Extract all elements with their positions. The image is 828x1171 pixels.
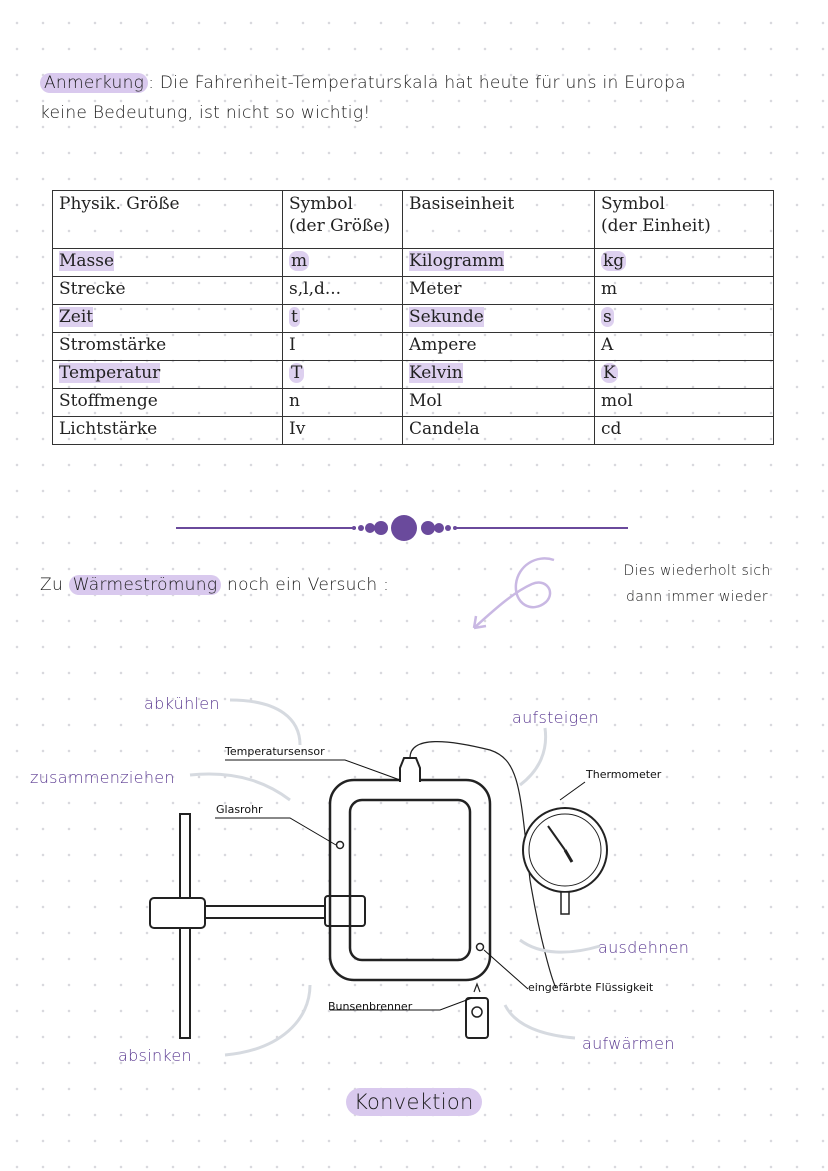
si-units-table — [52, 190, 774, 445]
cell-unit: Kilogramm — [409, 251, 505, 271]
cell-symbol: t — [291, 307, 298, 327]
part-glasrohr: Glasrohr — [216, 803, 263, 816]
decorative-divider — [176, 508, 636, 548]
cell-unit-symbol: m — [601, 279, 618, 299]
cell-symbol: I — [289, 335, 296, 355]
header-quantity: Physik. Größe — [53, 191, 283, 249]
cell-unit: Kelvin — [409, 363, 463, 383]
header-symbol-quantity: Symbol (der Größe) — [283, 191, 403, 249]
label-abkuehlen: abkühlen — [144, 694, 220, 713]
header-symbol-unit: Symbol (der Einheit) — [595, 191, 774, 249]
note-text — [40, 68, 760, 128]
cell-unit-symbol: K — [603, 363, 616, 383]
side-note — [612, 558, 782, 610]
experiment-intro — [40, 575, 389, 595]
part-thermometer: Thermometer — [586, 768, 662, 781]
table-row — [53, 277, 774, 305]
cell-symbol: m — [291, 251, 308, 271]
cell-symbol: s,l,d... — [289, 279, 342, 299]
cell-unit-symbol: mol — [601, 391, 633, 411]
table-row — [53, 249, 774, 277]
side-note-line2: dann immer wieder — [626, 589, 768, 605]
cell-quantity: Masse — [59, 251, 115, 271]
cell-unit: Ampere — [409, 335, 477, 355]
cell-unit: Mol — [409, 391, 443, 411]
cell-unit-symbol: A — [601, 335, 614, 355]
convection-apparatus-diagram — [0, 640, 828, 1080]
intro-keyword: Wärmeströmung — [69, 575, 222, 595]
thermometer-icon — [523, 808, 607, 914]
label-aufwaermen: aufwärmen — [582, 1034, 675, 1053]
cell-unit-symbol: s — [603, 307, 612, 327]
glass-tube-loop — [330, 758, 490, 980]
cell-unit: Sekunde — [409, 307, 484, 327]
table-row — [53, 389, 774, 417]
cell-quantity: Stoffmenge — [59, 391, 158, 411]
cell-symbol: n — [289, 391, 300, 411]
header-base-unit: Basiseinheit — [403, 191, 595, 249]
label-absinken: absinken — [118, 1046, 192, 1065]
label-zusammenziehen: zusammenziehen — [30, 768, 175, 787]
cell-unit: Candela — [409, 419, 480, 439]
leader-lines — [215, 760, 585, 1010]
table-row — [53, 305, 774, 333]
page-title: Konvektion — [346, 1088, 482, 1116]
cycle-arrow-icon — [466, 548, 566, 638]
cell-quantity: Lichtstärke — [59, 419, 158, 439]
cell-quantity: Zeit — [59, 307, 94, 327]
table-row — [53, 333, 774, 361]
cell-unit-symbol: kg — [603, 251, 625, 271]
side-note-line1: Dies wiederholt sich — [623, 563, 771, 579]
label-ausdehnen: ausdehnen — [598, 938, 690, 957]
part-bunsenbrenner: Bunsenbrenner — [328, 1000, 413, 1013]
table-row — [53, 417, 774, 445]
part-fluessigkeit: eingefärbte Flüssigkeit — [528, 981, 654, 994]
intro-prefix: Zu — [40, 575, 69, 595]
cell-unit-symbol: cd — [601, 419, 622, 439]
cell-quantity: Strecke — [59, 279, 126, 299]
table-header-row — [53, 191, 774, 249]
cell-quantity: Stromstärke — [59, 335, 167, 355]
bunsen-burner-icon — [466, 984, 488, 1038]
note-line1: : Die Fahrenheit-Temperaturskala hat heute für uns in Europa — [148, 73, 686, 93]
label-aufsteigen: aufsteigen — [512, 708, 600, 727]
table-row — [53, 361, 774, 389]
cell-unit: Meter — [409, 279, 462, 299]
cell-symbol: Iv — [289, 419, 306, 439]
intro-suffix: noch ein Versuch : — [221, 575, 390, 595]
cell-quantity: Temperatur — [59, 363, 161, 383]
part-temperatursensor: Temperatursensor — [225, 745, 325, 758]
cell-symbol: T — [291, 363, 303, 383]
note-line2: keine Bedeutung, ist nicht so wichtig! — [40, 103, 371, 123]
note-keyword: Anmerkung — [40, 73, 148, 93]
